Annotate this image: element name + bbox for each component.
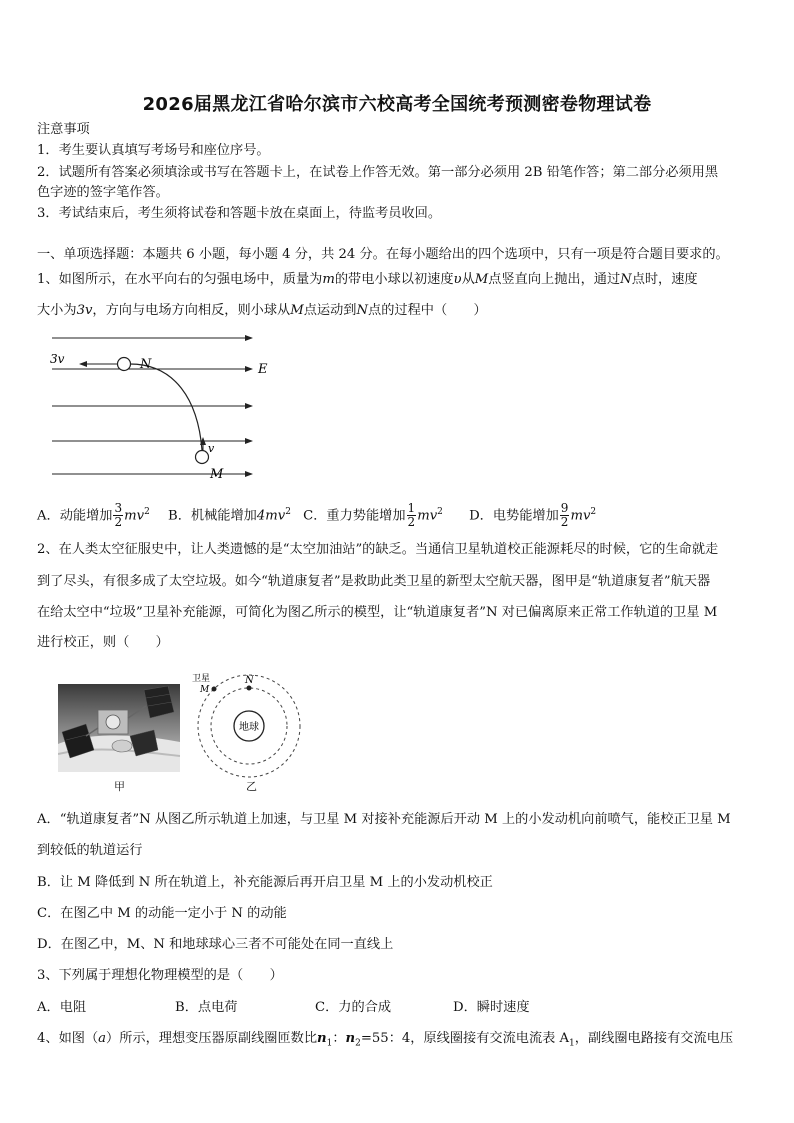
notice-item: 1．考生要认真填写考场号和座位序号。: [37, 143, 270, 158]
label-v: v: [208, 442, 215, 455]
frac-den: 2: [407, 515, 416, 530]
q4-stem: [37, 1030, 759, 1053]
q3-option-d[interactable]: D．瞬时速度: [453, 1000, 530, 1015]
satellite-N: [247, 686, 252, 691]
q1-var-v: υ: [453, 272, 462, 287]
q2-stem-line: 到了尽头，有很多成了太空垃圾。如今“轨道康复者”是救助此类卫星的新型太空航天器，图甲是“轨道康复者”航天器: [37, 574, 711, 589]
q2-option-a-cont: 到较低的轨道运行: [37, 843, 143, 858]
q4-text: ：: [332, 1031, 346, 1046]
q1-stem-line1: [37, 271, 759, 289]
q2-option-b[interactable]: B．让 M 降低到 N 所在轨道上，补充能源后再开启卫星 M 上的小发动机校正: [37, 875, 493, 890]
q1-option-c[interactable]: [303, 494, 443, 534]
frac-num: 3: [114, 501, 123, 516]
frac-num: 9: [560, 501, 569, 516]
q4-var-n2: n: [345, 1031, 356, 1046]
q1-option-a[interactable]: [37, 494, 150, 534]
q3-option-a[interactable]: A．电阻: [37, 1000, 87, 1015]
superscript: 2: [285, 507, 291, 517]
q1-options: [37, 494, 759, 530]
label-M: M: [200, 685, 210, 695]
frac-num: 1: [407, 501, 416, 516]
q1-text: 1、如图所示，在水平向右的匀强电场中，质量为: [37, 272, 323, 287]
subscript: 2: [355, 1038, 361, 1049]
q1-option-a-text: A．动能增加: [37, 508, 113, 524]
q1-var-m: m: [322, 272, 335, 287]
q4-text: ）所示，理想变压器原副线圈匝数比: [106, 1031, 318, 1046]
q3-options: [37, 999, 759, 1017]
notice-item: 色字迹的签字笔作答。: [37, 185, 169, 200]
notice-item: 2．试题所有答案必须填涂或书写在答题卡上，在试卷上作答无效。第一部分必须用 2B 铅笔作答；第二部分必须用黑: [37, 165, 719, 180]
q1-option-b[interactable]: [168, 494, 291, 534]
q1-text: 点时，速度: [631, 272, 698, 287]
subscript: 1: [569, 1038, 575, 1049]
section-heading: 一、单项选择题：本题共 6 小题，每小题 4 分，共 24 分。在每小题给出的四个选项中，只有一项是符合题目要求的。: [37, 247, 729, 262]
superscript: 2: [144, 507, 150, 517]
superscript: 2: [437, 507, 443, 517]
q1-text: 的带电小球以初速度: [334, 272, 454, 287]
frac-den: 2: [560, 515, 569, 530]
q1-option-d-text: D．电势能增加: [469, 508, 559, 524]
q1-option-b-expr: 4mv: [256, 508, 286, 524]
label-3v: 3v: [50, 352, 65, 366]
q2-option-d[interactable]: D．在图乙中，M、N 和地球球心三者不可能处在同一直线上: [37, 937, 394, 952]
q2-caption-a: 甲: [114, 780, 125, 793]
notice-item: 3．考试结束后，考生须将试卷和答题卡放在桌面上，待监考员收回。: [37, 206, 442, 221]
label-N: N: [140, 357, 152, 372]
q1-var-N: N: [356, 303, 369, 318]
q4-var-n1: n: [317, 1031, 327, 1046]
ball-M: [196, 451, 209, 464]
q3-option-b[interactable]: B．点电荷: [175, 1000, 238, 1015]
q1-option-c-expr: mv: [417, 508, 438, 524]
q1-text: 从: [461, 272, 475, 287]
fraction: [560, 502, 570, 529]
label-M: M: [210, 467, 224, 480]
label-N: N: [245, 675, 254, 686]
satellite-M: [212, 687, 217, 692]
exam-title: 2026届黑龙江省哈尔滨市六校高考全国统考预测密卷物理试卷: [142, 94, 652, 115]
q4-text: ，副线圈电路接有交流电压: [574, 1031, 734, 1046]
q2-caption-b: 乙: [246, 780, 257, 793]
q1-field-diagram: [40, 330, 280, 480]
subscript: 1: [326, 1038, 333, 1049]
q2-orbit-diagram: [192, 670, 307, 780]
q1-text: 点的过程中（ ）: [368, 303, 487, 318]
q3-option-c[interactable]: C．力的合成: [315, 1000, 392, 1015]
q1-option-d[interactable]: [469, 494, 596, 534]
q2-stem-line: 2、在人类太空征服史中，让人类遗憾的是“太空加油站”的缺乏。当通信卫星轨道校正能源耗尽的时候，它的生命就走: [37, 542, 719, 557]
q1-text: 点竖直向上抛出，通过: [488, 272, 621, 287]
frac-den: 2: [114, 515, 123, 530]
q1-text: ，方向与电场方向相反，则小球从: [92, 303, 291, 318]
q1-stem-line2: [37, 302, 759, 320]
notice-heading: 注意事项: [37, 122, 90, 137]
fraction: [113, 502, 123, 529]
ball-N: [118, 358, 131, 371]
q2-option-c[interactable]: C．在图乙中 M 的动能一定小于 N 的动能: [37, 906, 287, 921]
q1-option-c-text: C．重力势能增加: [303, 508, 406, 524]
superscript: 2: [590, 507, 597, 517]
earth-label: 地球: [239, 722, 259, 733]
q1-text: 大小为: [37, 303, 77, 318]
q2-stem-line: 进行校正，则（ ）: [37, 635, 169, 650]
q2-stem-line: 在给太空中“垃圾”卫星补充能源，可简化为图乙所示的模型，让“轨道康复者”N 对已偏离原来正常工作轨道的卫星 M: [37, 605, 718, 620]
trajectory-curve: [130, 364, 202, 450]
q2-option-a[interactable]: A．“轨道康复者”N 从图乙所示轨道上加速，与卫星 M 对接补充能源后开动 M 上的小发动机向前喷气，能校正卫星 M: [37, 812, 731, 827]
q1-text: 点运动到: [303, 303, 357, 318]
q1-var-M: M: [474, 272, 489, 287]
q4-var-a: a: [98, 1031, 107, 1046]
q4-text: 4、如图（: [37, 1031, 99, 1046]
q1-var-M: M: [290, 303, 304, 318]
q4-text: =55：4，原线圈接有交流电流表 A: [360, 1031, 570, 1046]
q1-var-3v: 3v: [76, 303, 93, 318]
q1-option-b-text: B．机械能增加: [168, 508, 257, 524]
q2-figure-photo: [58, 684, 180, 772]
q1-option-a-expr: mv: [124, 508, 145, 524]
q1-option-d-expr: mv: [570, 508, 591, 524]
q1-var-N: N: [620, 272, 632, 287]
fraction: [407, 502, 417, 529]
label-E: E: [258, 362, 268, 377]
q3-stem: 3、下列属于理想化物理模型的是（ ）: [37, 968, 283, 983]
label-sat: 卫星: [192, 674, 211, 684]
